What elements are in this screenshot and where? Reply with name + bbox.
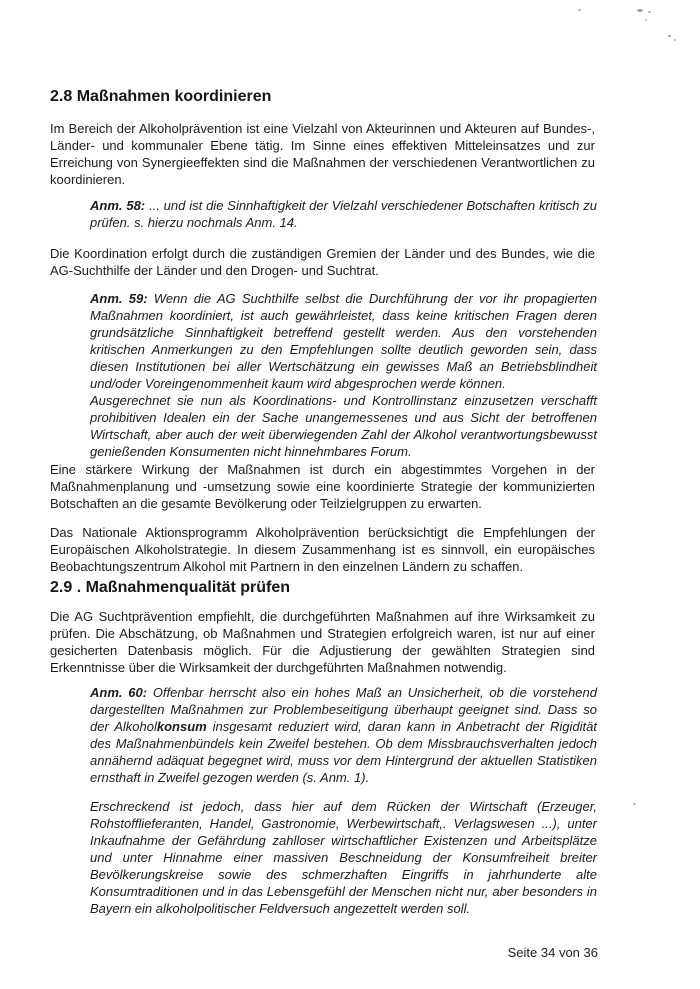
annotation-59-body-1: Wenn die AG Suchthilfe selbst die Durchführung der vor ihr propagierten Maßnahmen koordiniert, ist auch gewährleistet, dass keine kritischen Fragen deren grundsätzliche Sinnhaftigkeit betreffend gestellt werden. Aus den vorstehenden kritischen Anmerkungen zu den Empfehlungen sollte deutlich geworden sein, dass diesen Institutionen bei aller Wertschätzung ein gewisses Maß an Betriebsblindheit und/oder Voreingenommenheit kaum wird abgesprochen werde können. [90, 291, 597, 391]
annotation-58-body: ... und ist die Sinnhaftigkeit der Vielzahl verschiedener Botschaften kritisch zu prüfen. s. hierzu nochmals Anm. 14. [90, 198, 597, 230]
scan-artifact [645, 19, 647, 21]
scan-artifact [633, 803, 636, 805]
annotation-60-label: Anm. 60: [90, 685, 148, 700]
annotation-60 [90, 684, 597, 917]
paragraph-koordination: Die Koordination erfolgt durch die zuständigen Gremien der Länder und des Bundes, wie die AG-Suchthilfe der Länder und den Drogen- und Suchtrat. [50, 246, 595, 278]
annotation-60-body-before-bold: Offenbar herrscht also ein hohes Maß an Unsicherheit, ob die vorstehend dargestellten Maßnahmen zur Problembeseitigung überhaupt geeignet sind. Dass so der Alkohol [90, 685, 597, 734]
annotation-60-part2: Erschreckend ist jedoch, dass hier auf dem Rücken der Wirtschaft (Erzeuger, Rohstofflieferanten, Handel, Gastronomie, Werbewirtschaft,. Verlagswesen ...), unter Inkaufnahme der Gefährdung zahlloser wirtschaftlicher Existenzen und Arbeitsplätze und unter Hinnahme einer massiven Beschneidung der Konsumfreiheit breiter Bevölkerungskreise sowie des schmerzhaften Eingriffs in jahrhunderte alte Konsumtraditionen und in das Lebensgefühl der Menschen nicht nur, aber besonders in Bayern ein alkoholpolitischer Feldversuch angezettelt werden soll. [90, 799, 597, 916]
section-heading-2-8: 2.8 Maßnahmen koordinieren [50, 88, 272, 105]
paragraph-aktionsprogramm: Das Nationale Aktionsprogramm Alkoholprävention berücksichtigt die Empfehlungen der Europäischen Alkoholstrategie. In diesem Zusammenhang ist es sinnvoll, ein europäisches Beobachtungszentrum Alkohol mit Partnern in den einzelnen Ländern zu schaffen. [50, 525, 595, 574]
annotation-60-bold-word: konsum [156, 719, 207, 734]
annotation-60-body-after-bold: insgesamt reduziert wird, daran kann in Anbetracht der Rigidität des Maßnahmenbündels kein Zweifel bestehen. Ob dem Missbrauchsverhalten jedoch annähernd adäquat begegnet wird, muss vor dem Hintergrund der aktuellen Statistiken ernsthaft in Zweifel gezogen werden (s. Anm. 1). [90, 719, 598, 785]
section-heading-2-9: 2.9 . Maßnahmenqualität prüfen [50, 579, 291, 596]
scan-artifact [637, 9, 643, 12]
annotation-58-label: Anm. 58: [90, 198, 146, 213]
paragraph-empfehlung: Die AG Suchtprävention empfiehlt, die durchgeführten Maßnahmen auf ihre Wirksamkeit zu prüfen. Die Abschätzung, ob Maßnahmen und Strategien erfolgreich waren, ist nur auf einer gesicherten Datenbasis möglich. Für die Adjustierung der gewählten Strategien sind Erkenntnisse über die Wirksamkeit der durchgeführten Maßnahmen notwendig. [50, 609, 595, 675]
scan-artifact [668, 35, 671, 37]
annotation-59-part1 [90, 290, 597, 392]
annotation-59-part2: Ausgerechnet sie nun als Koordinations- und Kontrollinstanz einzusetzen verschafft prohibitiven Idealen ein der Sache unangemessenes und aus Sicht der betroffenen Wirtschaft, aber auch der weit überwiegenden Zahl der Alkohol verantwortungsbewusst genießenden Konsumenten nicht hinnehmbares Forum. [90, 393, 597, 459]
scan-artifact [578, 9, 581, 11]
scan-artifact [648, 11, 651, 13]
annotation-60-part1 [90, 684, 597, 786]
scan-artifact [674, 39, 676, 41]
annotation-58-text [90, 197, 597, 231]
annotation-58 [90, 197, 597, 231]
paragraph-wirkung: Eine stärkere Wirkung der Maßnahmen ist durch ein abgestimmtes Vorgehen in der Maßnahmenplanung und -umsetzung sowie eine koordinierte Strategie der kommunizierten Botschaften an die gesamte Bevölkerung oder Teilzielgruppen zu erwarten. [50, 462, 595, 511]
paragraph-intro: Im Bereich der Alkoholprävention ist eine Vielzahl von Akteurinnen und Akteuren auf Bundes-, Länder- und kommunaler Ebene tätig. Im Sinne eines effektiven Mitteleinsatzes und zur Erreichung von Synergieeffekten sind die Maßnahmen der verschiedenen Verantwortlichen zu koordinieren. [50, 121, 595, 187]
annotation-59-label: Anm. 59: [90, 291, 148, 306]
annotation-59 [90, 290, 597, 460]
page-number-footer: Seite 34 von 36 [507, 945, 598, 960]
